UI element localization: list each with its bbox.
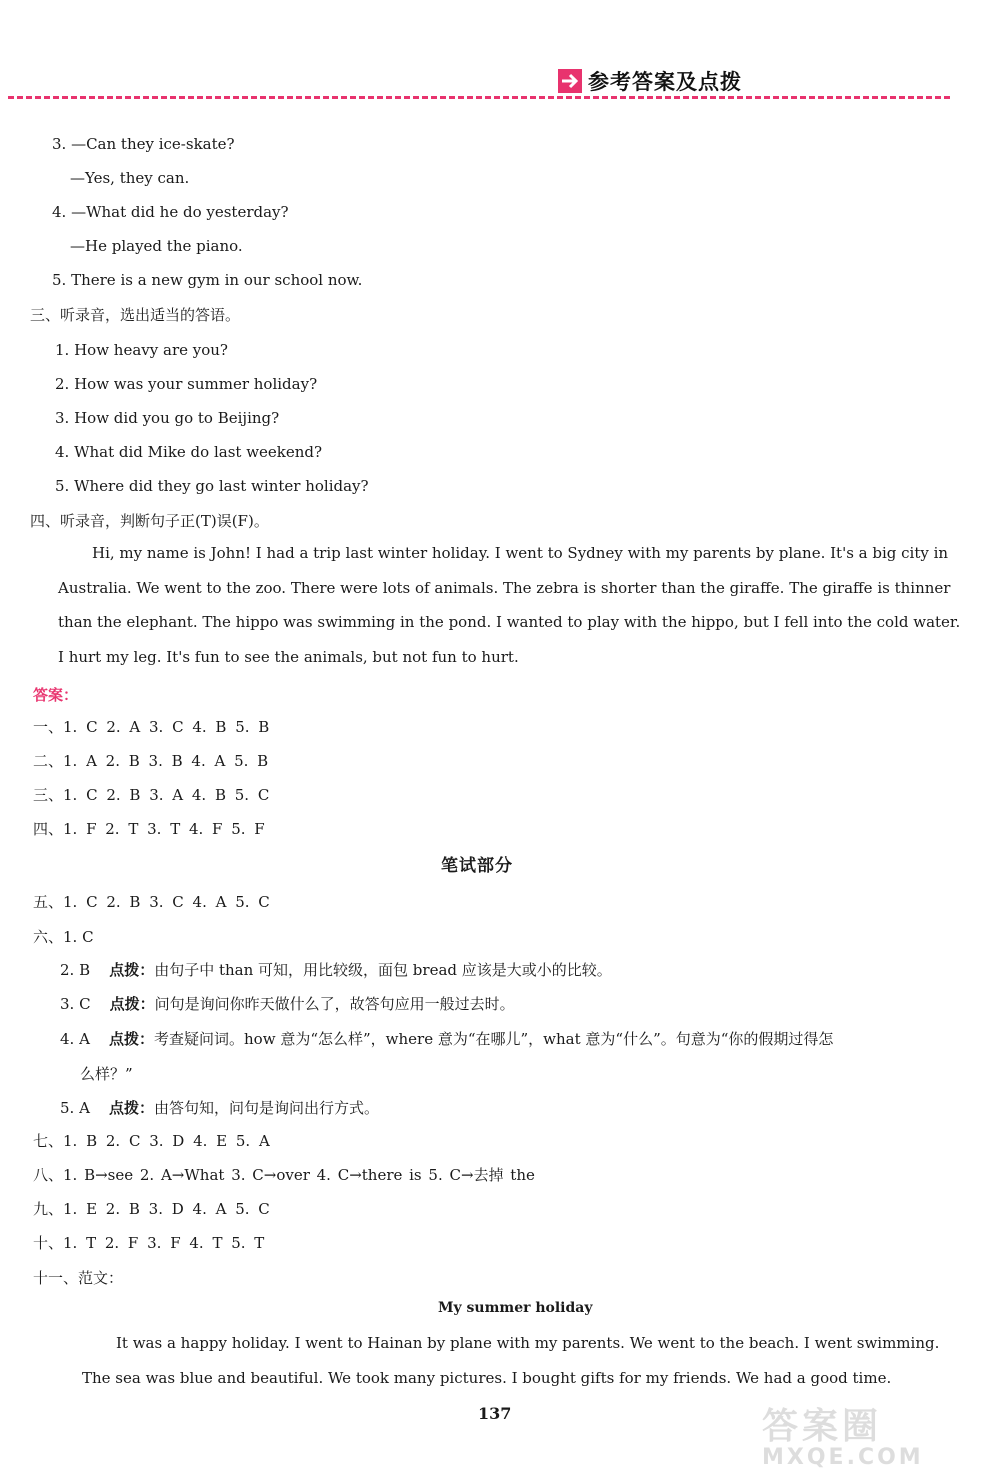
hint-continuation: 么样？”: [80, 1065, 133, 1083]
arrow-right-icon: [558, 69, 582, 93]
listening-line: —He played the piano.: [70, 237, 243, 255]
answers-label: 答案：: [33, 686, 79, 704]
hint-label: 点拨：: [109, 1030, 155, 1048]
passage-line: I hurt my leg. It's fun to see the animals, but not fun to hurt.: [58, 648, 519, 666]
hint-text: 问句是询问你昨天做什么了，故答句应用一般过去时。: [154, 995, 515, 1013]
passage-line: Hi, my name is John! I had a trip last winter holiday. I went to Sydney with my parents by plane. It's a big city in: [92, 544, 949, 562]
hint-item: [60, 960, 612, 980]
page-number: 137: [478, 1404, 512, 1423]
listening-line: 4. —What did he do yesterday?: [52, 203, 289, 221]
essay-title: My summer holiday: [438, 1300, 593, 1316]
passage-line: than the elephant. The hippo was swimming in the pond. I wanted to play with the hippo, but I fell into the cold water.: [58, 613, 961, 631]
hint-number: 3. C: [60, 995, 91, 1013]
listening-line: 3. —Can they ice-skate?: [52, 135, 235, 153]
written-part-title: 笔试部分: [441, 856, 513, 876]
hint-item: [60, 1029, 833, 1049]
answer-row: 二、1. A 2. B 3. B 4. A 5. B: [33, 752, 269, 770]
hint-text: 由句子中 than 可知，用比较级，面包 bread 应该是大或小的比较。: [154, 961, 612, 979]
header-title: 参考答案及点拨: [588, 70, 742, 94]
essay-line: The sea was blue and beautiful. We took many pictures. I bought gifts for my friends. We had a good time.: [82, 1369, 892, 1387]
answer-row: 八、1. B→see 2. A→What 3. C→over 4. C→there is 5. C→去掉 the: [33, 1166, 535, 1184]
listening-item: 3. How did you go to Beijing?: [55, 409, 280, 427]
answer-row: 十、1. T 2. F 3. F 4. T 5. T: [33, 1234, 265, 1252]
answer-row: 六、1. C: [33, 928, 94, 946]
watermark-logo: [762, 1398, 992, 1478]
listening-line: 5. There is a new gym in our school now.: [52, 271, 363, 289]
answer-row: 九、1. E 2. B 3. D 4. A 5. C: [33, 1200, 270, 1218]
hint-number: 5. A: [60, 1099, 90, 1117]
watermark-top: 答案圈: [762, 1406, 883, 1447]
listening-item: 2. How was your summer holiday?: [55, 375, 318, 393]
listening-item: 1. How heavy are you?: [55, 341, 228, 359]
listening-item: 4. What did Mike do last weekend?: [55, 443, 323, 461]
watermark-bottom: MXQE.COM: [762, 1445, 924, 1470]
listening-line: —Yes, they can.: [70, 169, 190, 187]
answer-row: 十一、范文：: [33, 1269, 124, 1287]
hint-label: 点拨：: [109, 1099, 155, 1117]
answer-row: 一、1. C 2. A 3. C 4. B 5. B: [33, 718, 270, 736]
hint-label: 点拨：: [109, 995, 155, 1013]
essay-line: It was a happy holiday. I went to Hainan by plane with my parents. We went to the beach. I went swimming.: [116, 1334, 940, 1352]
hint-text: 由答句知，问句是询问出行方式。: [154, 1099, 380, 1117]
hint-text: 考查疑问词。how 意为“怎么样”，where 意为“在哪儿”，what 意为“什么”。句意为“你的假期过得怎: [154, 1030, 834, 1048]
answer-row: 七、1. B 2. C 3. D 4. E 5. A: [33, 1132, 270, 1150]
hint-item: [60, 1098, 379, 1118]
hint-item: [60, 994, 515, 1014]
header-divider: [8, 96, 950, 99]
hint-number: 4. A: [60, 1030, 90, 1048]
hint-label: 点拨：: [109, 961, 155, 979]
answer-row: 四、1. F 2. T 3. T 4. F 5. F: [33, 820, 265, 838]
answer-row: 三、1. C 2. B 3. A 4. B 5. C: [33, 786, 270, 804]
answer-row: 五、1. C 2. B 3. C 4. A 5. C: [33, 893, 270, 911]
passage-line: Australia. We went to the zoo. There were lots of animals. The zebra is shorter than the giraffe. The giraffe is thinner: [58, 579, 951, 597]
section-title: 三、听录音，选出适当的答语。: [30, 306, 241, 324]
listening-item: 5. Where did they go last winter holiday?: [55, 477, 369, 495]
hint-number: 2. B: [60, 961, 91, 979]
page-header: [558, 66, 742, 96]
section-title: 四、听录音，判断句子正(T)误(F)。: [30, 512, 269, 530]
